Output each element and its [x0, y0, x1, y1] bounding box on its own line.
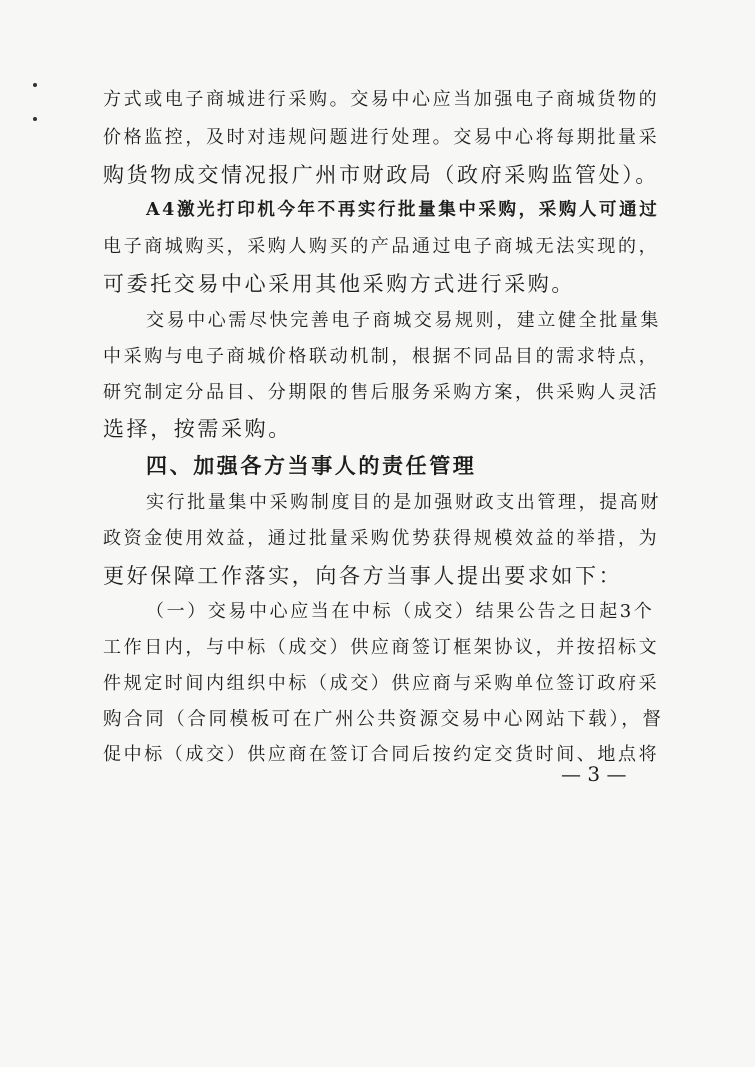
text-line: 购合同（合同模板可在广州公共资源交易中心网站下载），督: [103, 709, 664, 730]
text-line: 研究制定分品目、分期限的售后服务采购方案，供采购人灵活: [103, 382, 660, 403]
text-line: （一）交易中心应当在中标（成交）结果公告之日起3个: [146, 601, 655, 622]
text-line: A4激光打印机今年不再实行批量集中采购，采购人可通过: [146, 200, 660, 220]
text-line: 方式或电子商城进行采购。交易中心应当加强电子商城货物的: [103, 89, 660, 110]
text-line: 实行批量集中采购制度目的是加强财政支出管理，提高财: [146, 492, 661, 513]
page-number: — 3 —: [561, 762, 627, 786]
text-line: 政资金使用效益，通过批量采购优势获得规模效益的举措，为: [103, 528, 660, 549]
text-line: 中采购与电子商城价格联动机制，根据不同品目的需求特点，: [103, 346, 660, 367]
binding-mark: [33, 117, 37, 121]
text-line: 促中标（成交）供应商在签订合同后按约定交货时间、地点将: [103, 744, 660, 765]
text-line: 价格监控，及时对违规问题进行处理。交易中心将每期批量采: [103, 127, 660, 148]
binding-mark: [33, 83, 37, 87]
text-line: 购货物成交情况报广州市财政局（政府采购监管处）。: [103, 163, 659, 187]
text-line: 选择，按需采购。: [103, 417, 292, 441]
text-line: 工作日内，与中标（成交）供应商签订框架协议，并按招标文: [103, 637, 660, 658]
section-heading: 四、加强各方当事人的责任管理: [146, 454, 477, 478]
text-line: 件规定时间内组织中标（成交）供应商与采购单位签订政府采: [103, 673, 660, 694]
text-line: 可委托交易中心采用其他采购方式进行采购。: [103, 272, 575, 296]
text-line: 更好保障工作落实，向各方当事人提出要求如下：: [103, 564, 623, 588]
text-line: 电子商城购买，采购人购买的产品通过电子商城无法实现的，: [103, 236, 660, 257]
text-line: 交易中心需尽快完善电子商城交易规则，建立健全批量集: [146, 310, 661, 331]
